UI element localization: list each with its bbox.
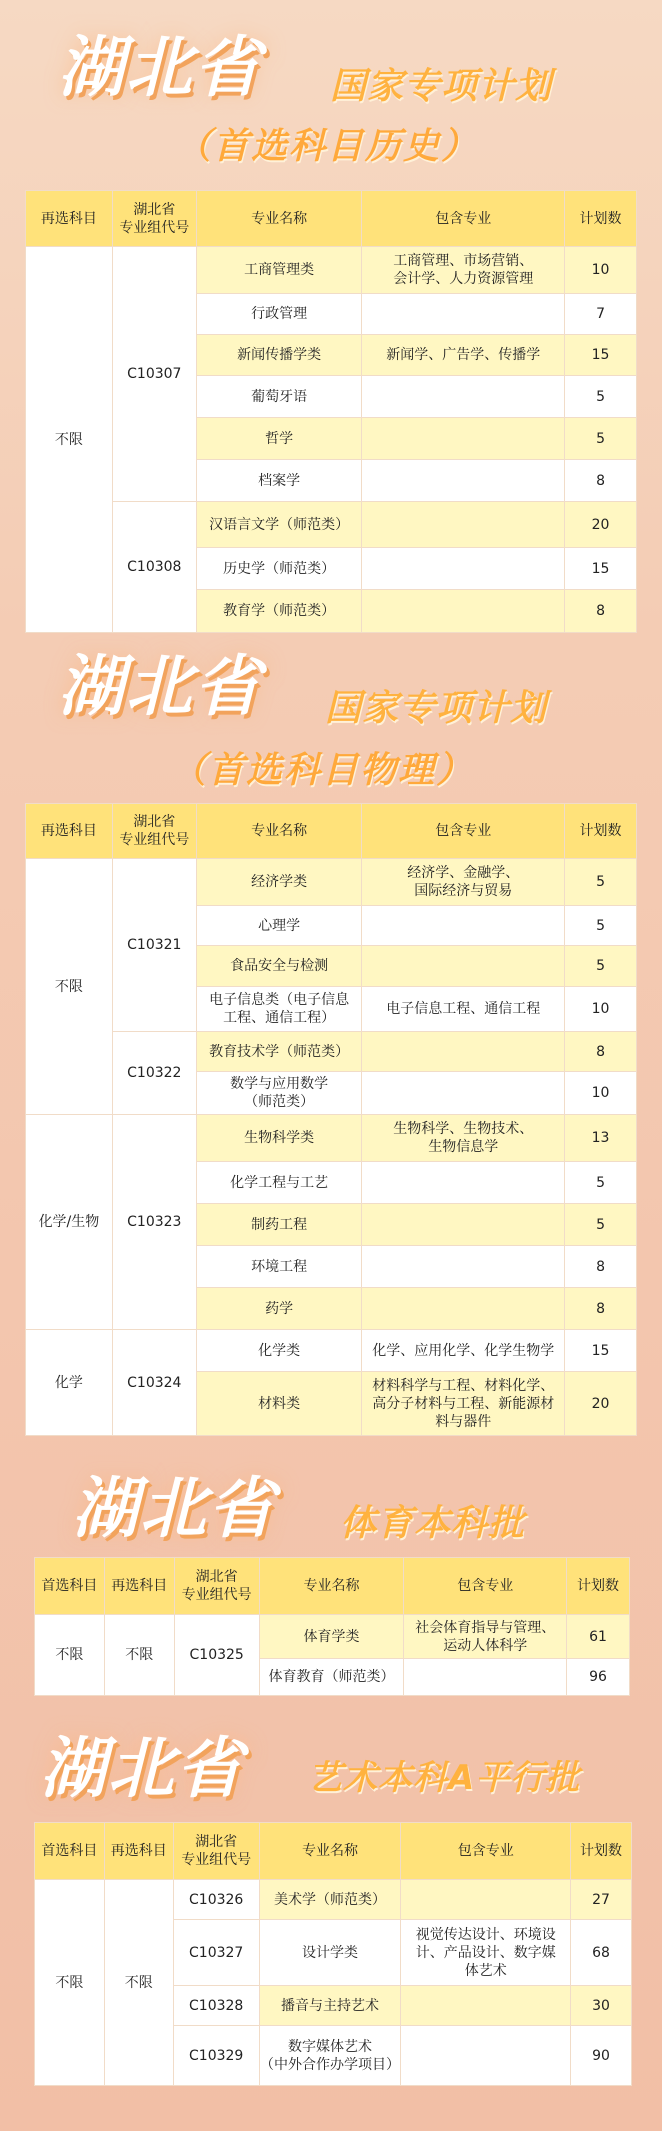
s2-subtitle: 国家专项计划 — [325, 688, 548, 729]
s3-h-group: 湖北省 专业组代号 — [174, 1558, 259, 1615]
table-row-num: 8 — [565, 460, 637, 502]
table-row-incl: 新闻学、广告学、传播学 — [362, 335, 565, 376]
s4-second: 不限 — [104, 1880, 173, 2086]
s3-first: 不限 — [35, 1615, 105, 1696]
table-row-num: 5 — [565, 418, 637, 460]
table-row-incl — [362, 1072, 565, 1115]
s1-group1: C10307 — [112, 247, 196, 502]
s2-title: 湖北省 — [58, 648, 262, 725]
table-row-num: 30 — [571, 1986, 632, 2026]
table-row-major: 环境工程 — [196, 1246, 362, 1288]
table-row-major: 材料类 — [196, 1372, 362, 1436]
table-row-group: C10328 — [173, 1986, 259, 2026]
table-row-incl — [401, 1986, 571, 2026]
table-row-major: 播音与主持艺术 — [259, 1986, 401, 2026]
table-row-major: 制药工程 — [196, 1204, 362, 1246]
table-row-incl — [362, 906, 565, 946]
table-row-group: C10329 — [173, 2026, 259, 2086]
s2-h-incl: 包含专业 — [362, 804, 565, 859]
s3-h-first: 首选科目 — [35, 1558, 105, 1615]
table-row-incl — [362, 1204, 565, 1246]
table-row-num: 10 — [565, 1072, 637, 1115]
table-row-incl — [362, 946, 565, 987]
table-row-incl: 电子信息工程、通信工程 — [362, 987, 565, 1032]
table-row-major: 数字媒体艺术 （中外合作办学项目） — [259, 2026, 401, 2086]
table-row-num: 8 — [565, 1288, 637, 1330]
table-row-num: 7 — [565, 294, 637, 335]
table-row-incl: 生物科学、生物技术、 生物信息学 — [362, 1115, 565, 1162]
table-row-incl: 经济学、金融学、 国际经济与贸易 — [362, 859, 565, 906]
s2-subject-2: 化学/生物 — [26, 1115, 113, 1330]
s1-h-incl: 包含专业 — [362, 191, 565, 247]
table-row-major: 历史学（师范类） — [196, 548, 362, 590]
table-row-num: 5 — [565, 946, 637, 987]
s2-group-3: C10323 — [112, 1115, 196, 1330]
table-row-num: 96 — [567, 1659, 630, 1696]
s4-h-major: 专业名称 — [259, 1823, 401, 1880]
s4-h-second: 再选科目 — [104, 1823, 173, 1880]
s2-table — [25, 803, 637, 1436]
s4-subtitle: 艺术本科A平行批 — [308, 1758, 581, 1798]
s3-h-major: 专业名称 — [259, 1558, 404, 1615]
table-row-major: 新闻传播学类 — [196, 335, 362, 376]
s1-subject: 不限 — [26, 247, 113, 633]
table-row-major: 食品安全与检测 — [196, 946, 362, 987]
table-row-num: 13 — [565, 1115, 637, 1162]
table-row-num: 8 — [565, 590, 637, 633]
s3-h-second: 再选科目 — [104, 1558, 174, 1615]
s3-subtitle: 体育本科批 — [340, 1503, 526, 1544]
table-row-num: 8 — [565, 1246, 637, 1288]
table-row-major: 药学 — [196, 1288, 362, 1330]
table-row-major: 体育学类 — [259, 1615, 404, 1659]
table-row-major: 葡萄牙语 — [196, 376, 362, 418]
table-row-incl — [401, 2026, 571, 2086]
s2-h-group: 湖北省 专业组代号 — [112, 804, 196, 859]
table-row-major: 工商管理类 — [196, 247, 362, 294]
table-row-incl — [362, 548, 565, 590]
s4-title: 湖北省 — [40, 1730, 244, 1807]
table-row-major: 数学与应用数学 （师范类） — [196, 1072, 362, 1115]
table-row-major: 体育教育（师范类） — [259, 1659, 404, 1696]
table-row-incl — [362, 1162, 565, 1204]
table-row-incl — [362, 1288, 565, 1330]
table-row-num: 8 — [565, 1032, 637, 1072]
s2-paren: （首选科目物理） — [170, 750, 475, 791]
s4-h-first: 首选科目 — [35, 1823, 105, 1880]
table-row-group: C10327 — [173, 1920, 259, 1986]
s2-subject-1: 不限 — [26, 859, 113, 1115]
table-row-num: 15 — [565, 335, 637, 376]
s2-h-major: 专业名称 — [196, 804, 362, 859]
table-row-num: 5 — [565, 1162, 637, 1204]
table-row-incl — [362, 376, 565, 418]
table-row-incl — [362, 294, 565, 335]
table-row-major: 生物科学类 — [196, 1115, 362, 1162]
table-row-num: 61 — [567, 1615, 630, 1659]
table-row-num: 15 — [565, 1330, 637, 1372]
s2-h-num: 计划数 — [565, 804, 637, 859]
s3-title: 湖北省 — [72, 1470, 276, 1547]
table-row-num: 5 — [565, 859, 637, 906]
table-row-incl: 社会体育指导与管理、 运动人体科学 — [404, 1615, 567, 1659]
table-row-major: 教育技术学（师范类） — [196, 1032, 362, 1072]
s1-table — [25, 190, 637, 633]
table-row-incl — [401, 1880, 571, 1920]
table-row-major: 电子信息类（电子信息 工程、通信工程） — [196, 987, 362, 1032]
table-row-num: 20 — [565, 1372, 637, 1436]
table-row-major: 汉语言文学（师范类） — [196, 502, 362, 548]
table-row-incl — [362, 502, 565, 548]
s1-subtitle: 国家专项计划 — [330, 66, 553, 107]
s1-title: 湖北省 — [58, 29, 262, 106]
table-row-incl: 视觉传达设计、环境设 计、产品设计、数字媒 体艺术 — [401, 1920, 571, 1986]
table-row-num: 5 — [565, 906, 637, 946]
s4-h-num: 计划数 — [571, 1823, 632, 1880]
s4-first: 不限 — [35, 1880, 105, 2086]
table-row-incl — [404, 1659, 567, 1696]
table-row-num: 68 — [571, 1920, 632, 1986]
table-row-major: 经济学类 — [196, 859, 362, 906]
s4-h-group: 湖北省 专业组代号 — [173, 1823, 259, 1880]
table-row-incl — [362, 1032, 565, 1072]
table-row-major: 心理学 — [196, 906, 362, 946]
table-row-incl — [362, 1246, 565, 1288]
s1-h-major: 专业名称 — [196, 191, 362, 247]
s3-h-num: 计划数 — [567, 1558, 630, 1615]
table-row-major: 化学类 — [196, 1330, 362, 1372]
table-row-incl: 化学、应用化学、化学生物学 — [362, 1330, 565, 1372]
s4-table — [34, 1822, 632, 2086]
s3-table — [34, 1557, 630, 1696]
table-row-incl — [362, 460, 565, 502]
table-row-num: 5 — [565, 1204, 637, 1246]
table-row-num: 10 — [565, 247, 637, 294]
table-row-major: 档案学 — [196, 460, 362, 502]
table-row-major: 设计学类 — [259, 1920, 401, 1986]
s2-group-4: C10324 — [112, 1330, 196, 1436]
s4-h-incl: 包含专业 — [401, 1823, 571, 1880]
table-row-num: 5 — [565, 376, 637, 418]
table-row-num: 90 — [571, 2026, 632, 2086]
s2-h-subject: 再选科目 — [26, 804, 113, 859]
table-row-major: 化学工程与工艺 — [196, 1162, 362, 1204]
table-row-major: 教育学（师范类） — [196, 590, 362, 633]
s2-group-2: C10322 — [112, 1032, 196, 1115]
table-row-major: 美术学（师范类） — [259, 1880, 401, 1920]
table-row-num: 27 — [571, 1880, 632, 1920]
table-row-incl: 材料科学与工程、材料化学、 高分子材料与工程、新能源材 料与器件 — [362, 1372, 565, 1436]
table-row-major: 哲学 — [196, 418, 362, 460]
table-row-group: C10326 — [173, 1880, 259, 1920]
table-row-incl — [362, 418, 565, 460]
s1-group2: C10308 — [112, 502, 196, 633]
s1-h-group: 湖北省 专业组代号 — [112, 191, 196, 247]
table-row-incl: 工商管理、市场营销、 会计学、人力资源管理 — [362, 247, 565, 294]
s2-group-1: C10321 — [112, 859, 196, 1032]
s3-group: C10325 — [174, 1615, 259, 1696]
s3-second: 不限 — [104, 1615, 174, 1696]
s2-subject-3: 化学 — [26, 1330, 113, 1436]
s1-h-subject: 再选科目 — [26, 191, 113, 247]
table-row-num: 10 — [565, 987, 637, 1032]
table-row-major: 行政管理 — [196, 294, 362, 335]
s3-h-incl: 包含专业 — [404, 1558, 567, 1615]
table-row-num: 15 — [565, 548, 637, 590]
s1-h-num: 计划数 — [565, 191, 637, 247]
s1-paren: （首选科目历史） — [175, 126, 480, 167]
table-row-incl — [362, 590, 565, 633]
table-row-num: 20 — [565, 502, 637, 548]
